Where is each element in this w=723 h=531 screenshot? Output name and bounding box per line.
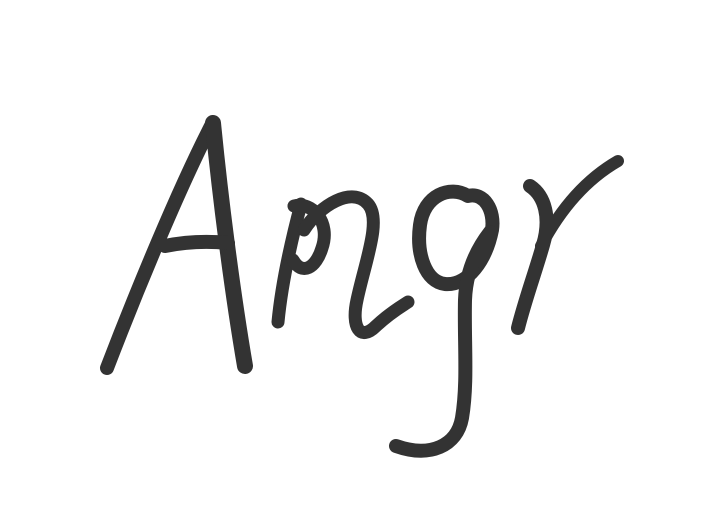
letter-r-stem xyxy=(518,186,547,328)
letter-a-crossbar xyxy=(165,242,228,246)
letter-r-arm xyxy=(541,161,618,246)
letter-g-descender xyxy=(396,232,490,451)
letter-n-arch xyxy=(293,197,408,333)
